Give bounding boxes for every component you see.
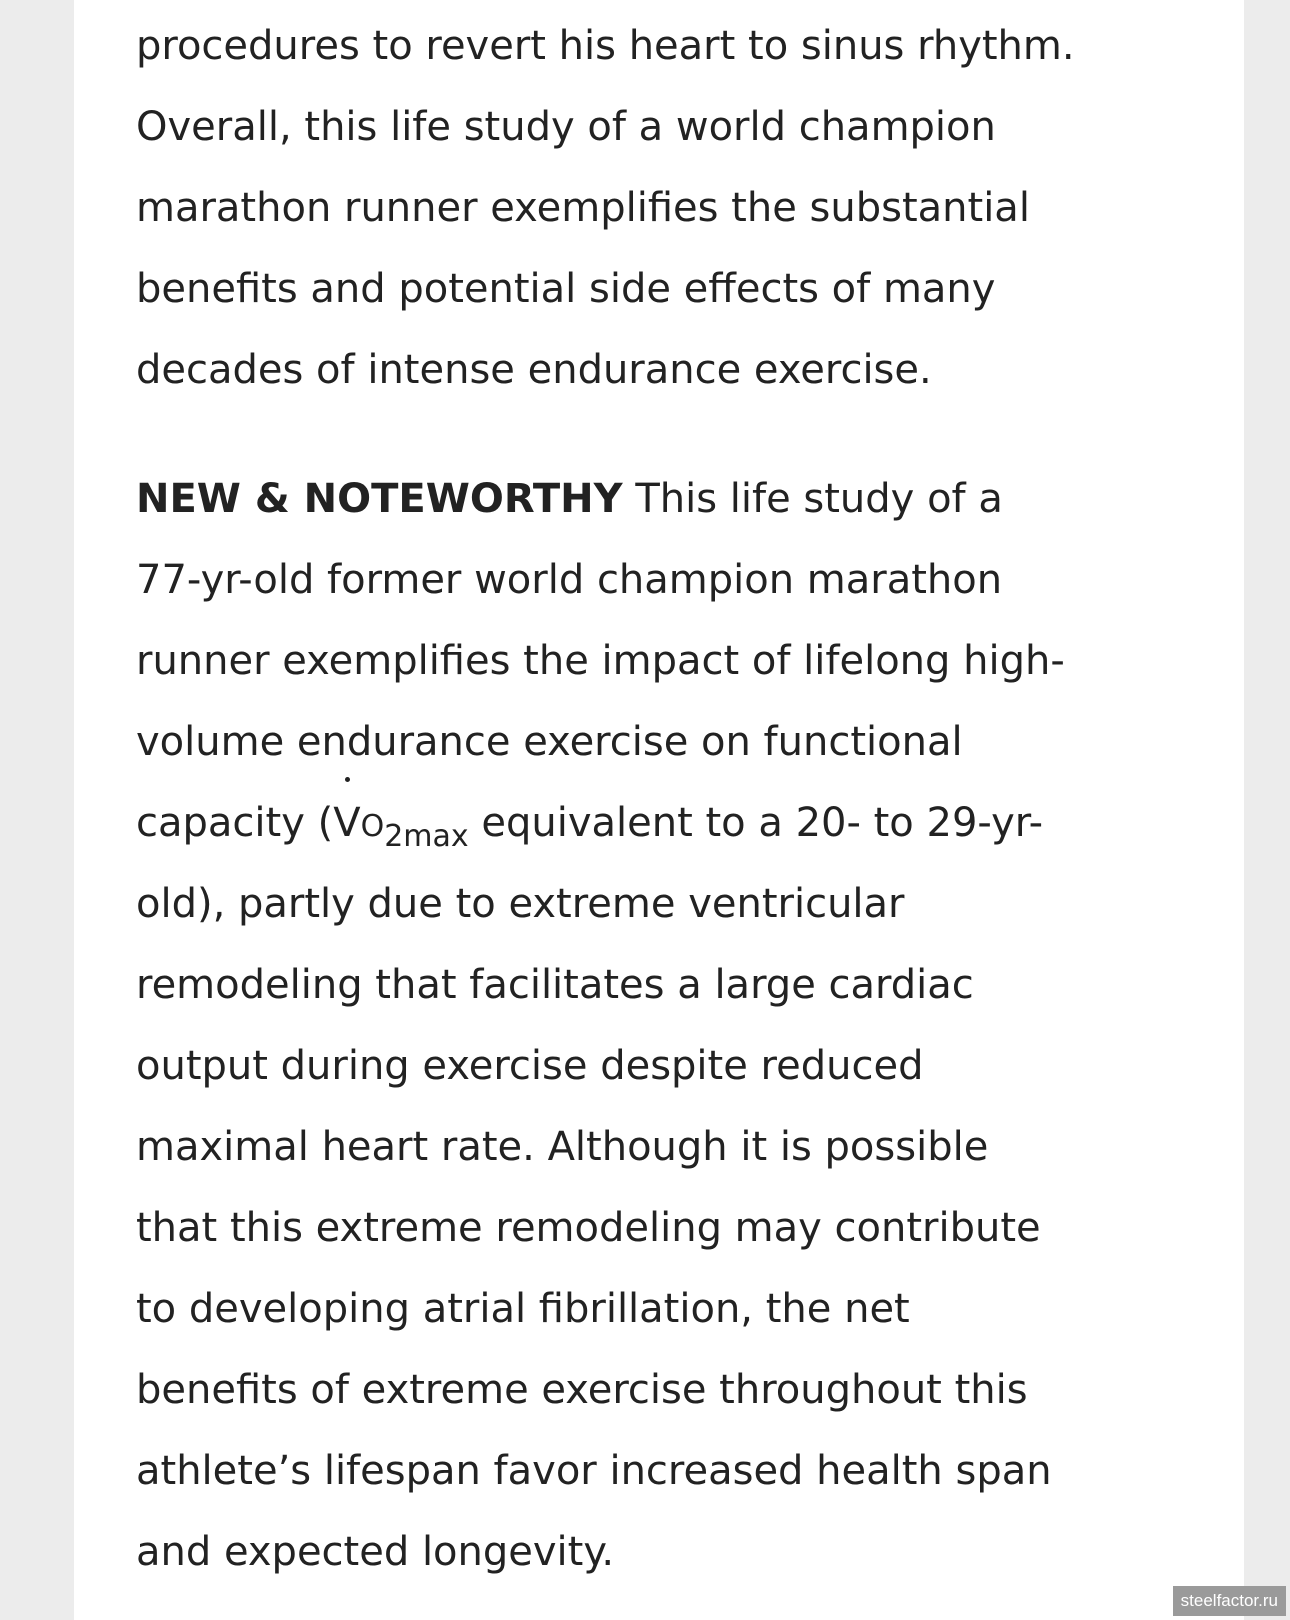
text-line: old), partly due to extreme ventricular: [136, 881, 905, 927]
text-line: maximal heart rate. Although it is possible: [136, 1124, 989, 1170]
abstract-paragraph: [136, 6, 1236, 411]
text-line: benefits of extreme exercise throughout this: [136, 1367, 1028, 1413]
vo2-suffix: equivalent to a 20- to 29-yr-: [468, 800, 1044, 846]
text-line: volume endurance exercise on functional: [136, 719, 963, 765]
watermark-label: steelfactor.ru: [1173, 1586, 1286, 1616]
document-page: [74, 0, 1244, 1620]
text-line: remodeling that facilitates a large cardiac: [136, 962, 974, 1008]
noteworthy-first-line-text: This life study of a: [622, 476, 1003, 522]
vo2-o-symbol: O: [360, 809, 385, 844]
text-line: Overall, this life study of a world champion: [136, 104, 996, 150]
text-line: benefits and potential side effects of many: [136, 266, 996, 312]
text-line: athlete’s lifespan favor increased health span: [136, 1448, 1052, 1494]
text-line: marathon runner exemplifies the substantial: [136, 185, 1030, 231]
vo2-prefix: capacity (: [136, 800, 334, 846]
text-line: that this extreme remodeling may contribute: [136, 1205, 1041, 1251]
noteworthy-paragraph: [136, 459, 1236, 1593]
noteworthy-heading: NEW & NOTEWORTHY: [136, 476, 623, 522]
text-line: 77-yr-old former world champion marathon: [136, 557, 1003, 603]
vo2-subscript: 2max: [384, 819, 469, 854]
text-line: decades of intense endurance exercise.: [136, 347, 932, 393]
text-line: [136, 459, 1236, 540]
text-line: and expected longevity.: [136, 1529, 615, 1575]
text-line: procedures to revert his heart to sinus rhythm.: [136, 23, 1075, 69]
vo2max-line: [136, 783, 1236, 864]
text-line: to developing atrial fibrillation, the net: [136, 1286, 910, 1332]
vo2-v-dot-symbol: V: [333, 783, 360, 864]
text-line: output during exercise despite reduced: [136, 1043, 924, 1089]
text-line: runner exemplifies the impact of lifelong high-: [136, 638, 1065, 684]
